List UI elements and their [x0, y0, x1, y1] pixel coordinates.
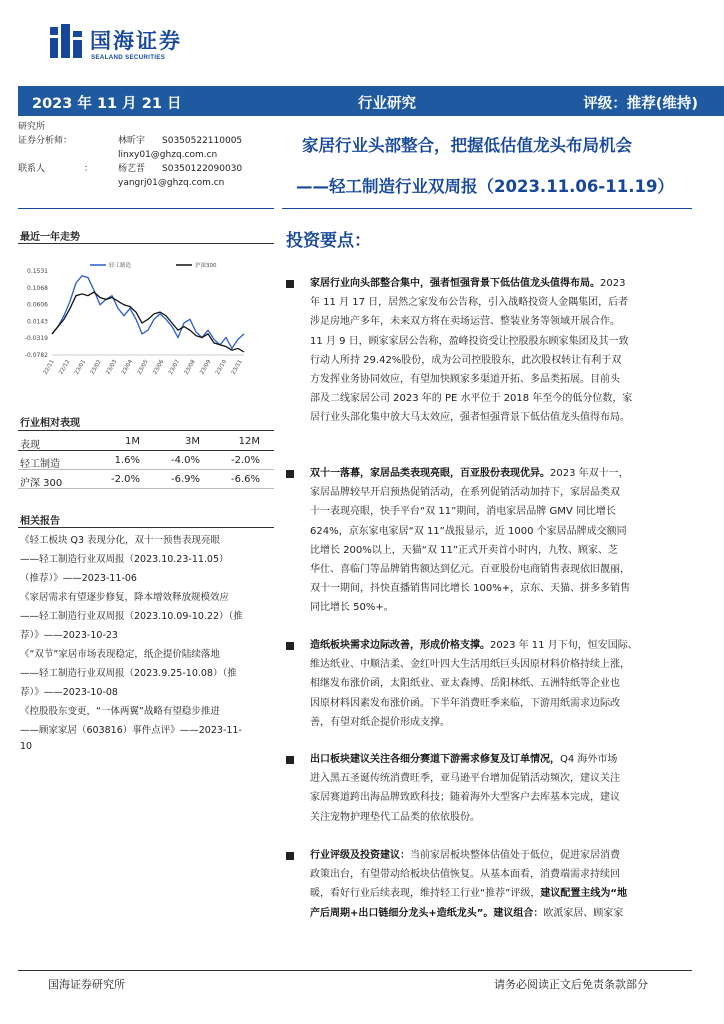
paragraph-line: 行动人所持 29.42%股份，成为公司控股股东，此次股权转让有利于双 — [310, 354, 622, 366]
report-type: 行业研究 — [358, 96, 416, 112]
x-tick-label: 23/10 — [214, 359, 229, 376]
bullet-icon — [286, 280, 294, 288]
paragraph-line: 624%，京东家电家居“双 11”战报显示，近 1000 个家居品牌成交额同 — [310, 525, 627, 537]
report-link-line[interactable]: 10 — [20, 741, 33, 752]
paragraph-line: 相继发布涨价函，太阳纸业、亚太森博、岳阳林纸、五洲特纸等企业也 — [310, 678, 620, 690]
report-link-line[interactable]: ——轻工制造行业双周报（2023.9.25-10.08）（推 — [20, 668, 237, 679]
col-header: 12M — [238, 436, 260, 447]
x-tick-label: 23/08 — [183, 359, 197, 376]
paragraph-line: 行业评级及投资建议：当前家居板块整体估值处于低位，促进家居消费 — [310, 850, 620, 861]
paragraph-line: 方发挥业务协同效应，有望加快顾家多渠道开拓、多品类拓展。目前头 — [310, 374, 620, 386]
table-cell: -2.0% — [110, 474, 140, 485]
report-rating: 评级：推荐(维持) — [583, 96, 698, 112]
legend-label-industry: 轻工制造 — [109, 263, 132, 269]
perf-table — [18, 432, 274, 489]
report-subtitle: ——轻工制造行业双周报（2023.11.06-11.19） — [296, 177, 674, 196]
key-point-3 — [310, 636, 692, 732]
paragraph-line: 善，有望对纸企提价形成支撑。 — [310, 716, 450, 728]
table-header — [18, 432, 274, 451]
divider — [18, 430, 274, 431]
x-tick-label: 22/11 — [42, 359, 56, 376]
research-dept: 研究所 — [18, 122, 46, 132]
x-tick-label: 23/02 — [89, 359, 103, 376]
report-link-line[interactable]: ——轻工制造行业双周报（2023.10.23-11.05） — [20, 554, 229, 565]
trend-title: 最近一年走势 — [20, 232, 80, 243]
x-tick-label: 23/03 — [105, 359, 119, 376]
report-link-line[interactable]: ——顾家家居（603816）事件点评》——2023-11- — [20, 725, 242, 736]
paragraph-line: 11 月 9 日，顾家家居公告称，盈峰投资受让控股股东顾家集团及其一致 — [310, 335, 629, 347]
x-tick-label: 23/05 — [136, 359, 150, 376]
y-tick-label: -0.0319 — [24, 335, 48, 343]
report-date: 2023 年 11 月 21 日 — [32, 96, 182, 112]
analyst-code: S0350522110005 — [162, 136, 243, 146]
table-cell: -6.9% — [170, 474, 200, 485]
y-tick-label: -0.0782 — [24, 352, 48, 359]
key-point-heading: 出口板块建议关注各细分赛道下游需求修复及订单情况， — [310, 754, 560, 765]
x-tick-label: 23/06 — [152, 359, 166, 376]
paragraph-line: 家居行业向头部整合集中，强者恒强背景下低估值龙头值得布局。2023 — [310, 278, 626, 289]
trend-chart — [18, 255, 274, 390]
col-header: 表现 — [20, 440, 40, 451]
report-link-line[interactable]: 《家居需求有望逐步修复，降本增效释放规模效应 — [20, 592, 230, 603]
paragraph-line: 双十一期间，抖快直播销售同比增长 100%+，京东、天猫、拼多多销售 — [310, 583, 631, 595]
company-logo — [50, 22, 250, 66]
footer-left: 国海证券研究所 — [48, 978, 125, 991]
divider — [18, 243, 274, 244]
series-line-industry — [52, 276, 244, 349]
table-cell: 轻工制造 — [20, 459, 60, 470]
x-tick-label: 23/11 — [230, 359, 244, 376]
key-point-4 — [310, 750, 692, 827]
x-tick-label: 23/04 — [120, 359, 135, 376]
paragraph-line: 年 11 月 17 日，居然之家发布公告称，引入战略投资人金隅集团，后者 — [310, 297, 629, 309]
divider — [18, 527, 274, 528]
divider — [18, 208, 274, 209]
paragraph-line: 暖，看好行业后续表现，维持轻工行业“推荐”评级，建议配置主线为“地 — [310, 888, 627, 900]
paragraph-line: 家居品牌较早开启预热促销活动，在系列促销活动加持下，家居品类双 — [310, 487, 620, 499]
y-tick-label: 0.0606 — [27, 301, 48, 309]
contact-code: S0350122090030 — [162, 164, 243, 174]
paragraph-line: 十一表现亮眼，快手平台“双 11”期间，消电家居品牌 GMV 同比增长 — [310, 506, 616, 518]
paragraph-line: 产后周期+出口链细分龙头+造纸龙头”。建议组合：欧派家居、顾家家 — [310, 907, 624, 919]
key-point-heading: 双十一落幕，家居品类表现亮眼，百亚股份表现优异。 — [310, 468, 550, 479]
key-point-2 — [310, 464, 692, 618]
paragraph-line: 比增长 200%以上，天猫“双 11”正式开卖首小时内，九牧、顾家、芝 — [310, 544, 619, 556]
table-cell: -6.6% — [230, 474, 260, 485]
key-point-heading: 行业评级及投资建议： — [310, 850, 410, 861]
paragraph-line: 双十一落幕，家居品类表现亮眼，百亚股份表现优异。2023 年双十一， — [310, 468, 629, 479]
section-title: 投资要点： — [286, 231, 371, 251]
perf-title: 行业相对表现 — [20, 418, 80, 429]
table-row — [18, 451, 274, 470]
table-cell: -2.0% — [230, 455, 260, 466]
contact-name: 杨艺晋 — [118, 164, 146, 174]
report-link-line[interactable]: 《轻工板块 Q3 表现分化，双十一预售表现亮眼 — [20, 535, 221, 546]
paragraph-line: 同比增长 50%+。 — [310, 602, 394, 614]
bullet-icon — [286, 852, 294, 860]
x-tick-label: 23/07 — [167, 359, 182, 376]
y-tick-label: 0.1531 — [27, 268, 48, 275]
divider — [282, 208, 692, 209]
report-link-line[interactable]: ——轻工制造行业双周报（2023.10.09-10.22）（推 — [20, 611, 243, 622]
report-link-line[interactable]: （推荐）》——2023-11-06 — [20, 573, 137, 584]
footer-divider — [18, 970, 692, 971]
analyst-name: 林昕宇 — [118, 136, 146, 146]
reports-title: 相关报告 — [20, 516, 60, 527]
table-cell: -4.0% — [170, 455, 200, 466]
table-row — [18, 470, 274, 489]
x-tick-label: 23/01 — [73, 359, 88, 376]
bullet-icon — [286, 756, 294, 764]
table-cell: 沪深 300 — [20, 478, 63, 489]
key-point-1 — [310, 274, 692, 428]
y-tick-label: 0.0143 — [27, 318, 48, 326]
paragraph-line: 家居赛道跨出海品牌致欧科技；随着海外大型客户去库基本完成，建议 — [310, 792, 620, 804]
key-point-5 — [310, 846, 692, 923]
paragraph-line: 涉足房地产多年，未来双方将在卖场运营、整装业务等领域开展合作。 — [310, 316, 620, 328]
paragraph-line: 维达纸业、中顺洁柔、金红叶四大生活用纸巨头因原材料价格持续上涨， — [310, 659, 630, 671]
header-band — [18, 86, 724, 116]
report-link-line[interactable]: 《控股股东变更，“一体两翼”战略有望稳步推进 — [20, 706, 220, 717]
analyst-email[interactable]: linxy01@ghzq.com.cn — [118, 150, 218, 160]
sealand-logo-icon — [50, 24, 84, 60]
logo-name: 国海证券 — [90, 29, 182, 53]
series-line-index — [52, 292, 244, 352]
col-header: 1M — [125, 436, 140, 447]
paragraph-line: 因原材料因素发布涨价函。下半年消费旺季来临，下游用纸需求边际改 — [310, 697, 620, 709]
paragraph-line: 出口板块建议关注各细分赛道下游需求修复及订单情况，Q4 海外市场 — [310, 754, 618, 765]
trend-chart-svg — [18, 255, 274, 390]
paragraph-line: 造纸板块需求边际改善，形成价格支撑。2023 年 11 月下旬，恒安国际、 — [310, 640, 638, 651]
report-link-line[interactable]: 荐）》——2023-10-23 — [20, 630, 118, 641]
legend-label-index: 沪深300 — [195, 263, 217, 269]
y-tick-label: 0.1068 — [27, 284, 48, 292]
key-point-heading: 家居行业向头部整合集中，强者恒强背景下低估值龙头值得布局。 — [310, 278, 600, 289]
paragraph-line: 关注宠物护理垫代工品类的依依股份。 — [310, 811, 480, 823]
paragraph-line: 部及二线家居公司 2023 年的 PE 水平位于 2018 年至今的低分位数，家 — [310, 393, 633, 405]
report-link-line[interactable]: 《“双节”家居市场表现稳定，纸企提价陆续落地 — [20, 649, 220, 660]
bullet-icon — [286, 642, 294, 650]
contact-colon: ： — [84, 164, 94, 174]
paragraph-line: 居行业头部化集中放大马太效应，强者恒强背景下低估值龙头值得布局。 — [310, 412, 630, 424]
report-link-line[interactable]: 荐）》——2023-10-08 — [20, 687, 118, 698]
col-header: 3M — [185, 436, 200, 447]
table-cell: 1.6% — [114, 455, 140, 466]
analyst-role-label: 证券分析师： — [18, 136, 73, 146]
paragraph-line: 进入黑五圣诞传统消费旺季，亚马逊平台增加促销活动频次，建议关注 — [310, 773, 620, 785]
x-tick-label: 22/12 — [58, 359, 72, 376]
key-point-heading: 造纸板块需求边际改善，形成价格支撑。 — [310, 640, 490, 651]
x-tick-label: 23/09 — [199, 359, 213, 376]
paragraph-line: 华仕、喜临门等品牌销售额达到亿元。百亚股份电商销售表现依旧靓丽， — [310, 564, 630, 576]
footer-disclaimer: 请务必阅读正文后免责条款部分 — [494, 978, 648, 991]
paragraph-line: 政策出台，有望带动给板块估值恢复。从基本面看，消费端需求持续回 — [310, 869, 620, 881]
bullet-icon — [286, 470, 294, 478]
report-title: 家居行业头部整合，把握低估值龙头布局机会 — [302, 136, 632, 155]
logo-subtitle: SEALAND SECURITIES — [91, 54, 166, 61]
contact-email[interactable]: yangrj01@ghzq.com.cn — [118, 178, 225, 188]
contact-role-label: 联系人 — [18, 164, 46, 174]
